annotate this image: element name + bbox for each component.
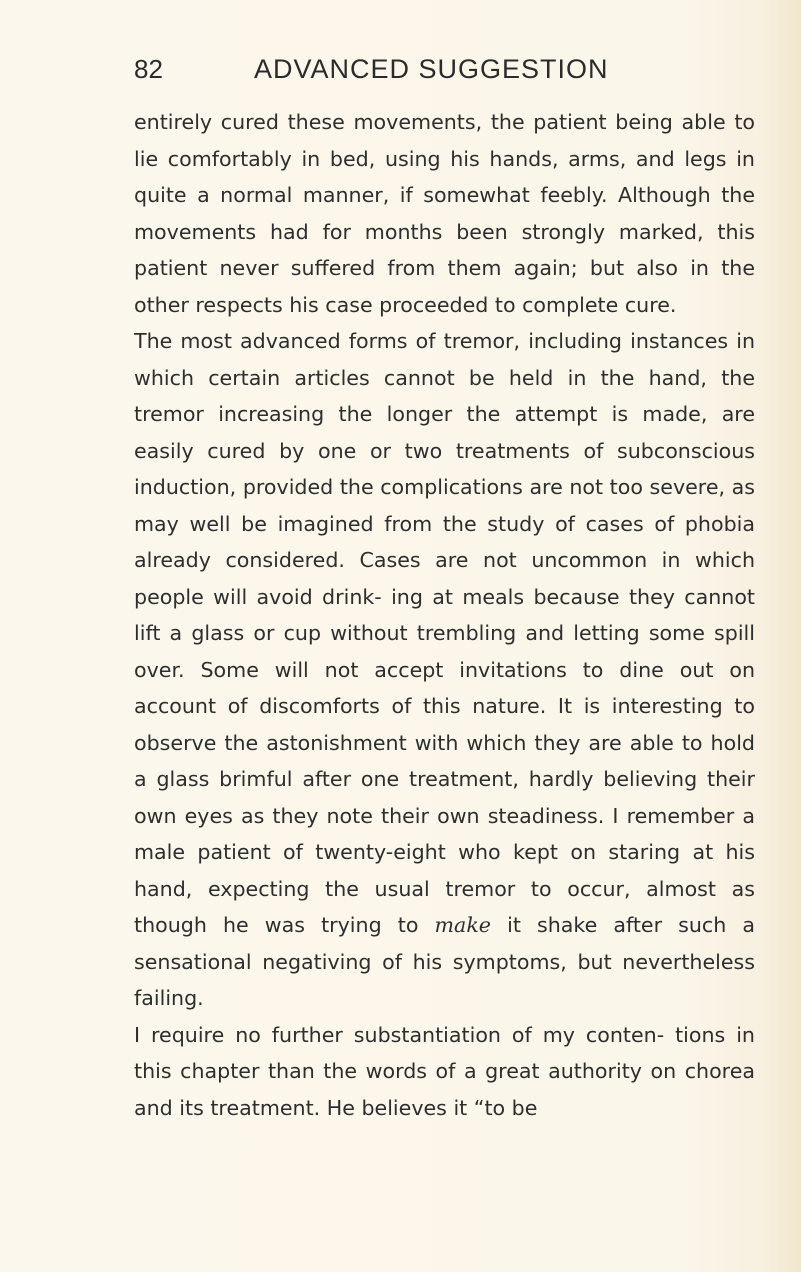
italic-emphasis: make (434, 913, 491, 937)
running-head: ADVANCED SUGGESTION (254, 54, 609, 84)
paragraph-text: I require no further substantiation of my conten- tions in this chapter than the words of a great authority on chorea and its treatment. He believes it “to be (134, 1022, 755, 1120)
body-text (134, 104, 755, 1126)
page-header (134, 54, 754, 98)
paragraph-text-continued: it shake after such a sensational negativing of his symptoms, but nevertheless failing. (134, 913, 755, 1010)
paragraph (134, 1017, 755, 1127)
paragraph (134, 323, 755, 1017)
paragraph-text: The most advanced forms of tremor, including instances in which certain articles cannot be held in the hand, the tremor increasing the longer the attempt is made, are easily cured by one or two treatments of subconscious induction, provided the complications are not too severe, as may well be imagined from the study of cases of phobia already considered. Cases are not uncommon in which people will avoid drink- ing at meals because they cannot lift a glass or cup without trembling and letting some spill over. Some will not accept invitations to dine out on account of discomforts of this nature. It is interesting to observe the astonishment with which they are able to hold a glass brimful after one treatment, hardly believing their own eyes as they note their own steadiness. I remember a male patient of twenty-eight who kept on staring at his hand, expecting the usual tremor to occur, almost as though he was trying to (134, 329, 755, 937)
paragraph (134, 104, 755, 323)
paragraph-text: entirely cured these movements, the patient being able to lie comfortably in bed, using his hands, arms, and legs in quite a normal manner, if somewhat feebly. Although the movements had for months been strongly marked, this patient never suffered from them again; but also in the other respects his case proceeded to complete cure. (134, 110, 755, 317)
page-number: 82 (134, 54, 163, 84)
